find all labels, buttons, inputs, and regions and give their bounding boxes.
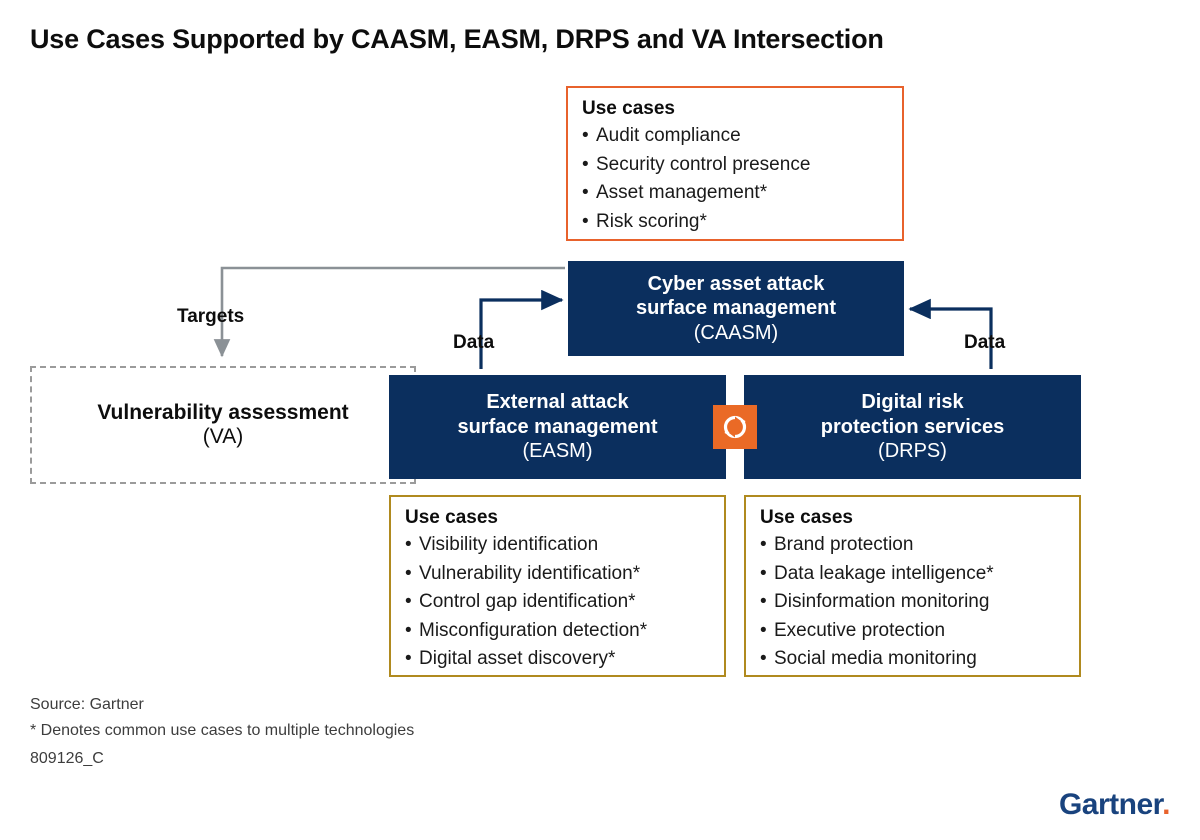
list-item: • Vulnerability identification* <box>405 560 710 589</box>
list-item: • Brand protection <box>760 531 1065 560</box>
list-item: • Audit compliance <box>582 122 888 151</box>
gartner-logo-dot: . <box>1162 788 1170 821</box>
box-va-line2: (VA) <box>202 425 244 448</box>
box-drps-line1: Digital risk <box>861 391 964 414</box>
usecase-list-easm <box>405 531 710 674</box>
usecase-heading-caasm: Use cases <box>582 98 675 119</box>
usecase-list-caasm <box>582 122 888 236</box>
page-title: Use Cases Supported by CAASM, EASM, DRPS and VA Intersection <box>30 24 884 54</box>
list-item: • Executive protection <box>760 617 1065 646</box>
list-item: • Control gap identification* <box>405 588 710 617</box>
usecase-box-drps <box>744 495 1081 677</box>
list-item: • Risk scoring* <box>582 208 888 237</box>
box-caasm-line3: (CAASM) <box>693 321 779 344</box>
usecase-box-caasm <box>566 86 904 241</box>
list-item: • Asset management* <box>582 179 888 208</box>
box-va-line1: Vulnerability assessment <box>97 401 349 424</box>
list-item: • Misconfiguration detection* <box>405 617 710 646</box>
list-item: • Security control presence <box>582 151 888 180</box>
box-easm-line2: surface management <box>457 415 658 438</box>
box-easm-line3: (EASM) <box>522 440 593 463</box>
document-code: 809126_C <box>30 750 104 767</box>
source-note: Source: Gartner <box>30 696 144 713</box>
label-targets: Targets <box>177 306 245 327</box>
box-caasm-line2: surface management <box>635 297 837 320</box>
box-easm <box>389 375 726 479</box>
usecase-heading-easm: Use cases <box>405 507 498 528</box>
usecase-list-drps <box>760 531 1065 674</box>
list-item: • Social media monitoring <box>760 645 1065 674</box>
list-item: • Disinformation monitoring <box>760 588 1065 617</box>
label-data-right: Data <box>964 332 1006 353</box>
intersection-icon <box>713 405 757 449</box>
box-drps-line2: protection services <box>820 415 1005 438</box>
box-caasm-line1: Cyber asset attack <box>647 272 825 295</box>
box-vulnerability-assessment <box>30 366 416 484</box>
list-item: • Data leakage intelligence* <box>760 560 1065 589</box>
box-drps <box>744 375 1081 479</box>
box-easm-line1: External attack <box>486 391 629 414</box>
label-data-left: Data <box>453 332 495 353</box>
list-item: • Digital asset discovery* <box>405 645 710 674</box>
usecase-heading-drps: Use cases <box>760 507 853 528</box>
list-item: • Visibility identification <box>405 531 710 560</box>
gartner-logo-text: Gartner <box>1058 788 1163 821</box>
box-drps-line3: (DRPS) <box>878 440 947 463</box>
gartner-logo <box>1059 788 1170 822</box>
usecase-box-easm <box>389 495 726 677</box>
box-caasm <box>568 261 904 356</box>
asterisk-note: * Denotes common use cases to multiple technologies <box>30 722 415 739</box>
